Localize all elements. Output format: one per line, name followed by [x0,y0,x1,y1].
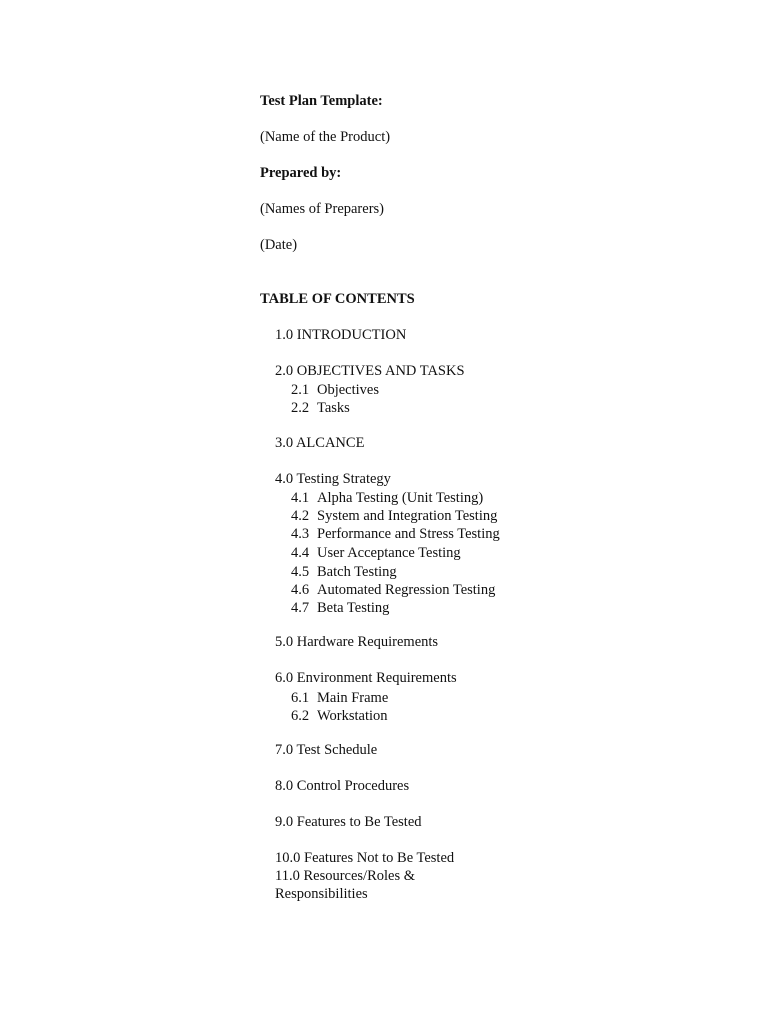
toc-entry-label: Main Frame [317,690,389,706]
toc-entry-number: 4.2 [291,508,310,524]
toc-entry-main-frame [291,689,388,707]
toc-entry-testing-strategy: 4.0 Testing Strategy [275,471,391,487]
toc-entry-number: 4.6 [291,582,310,598]
toc-entry-alcance: 3.0 ALCANCE [275,435,365,451]
toc-entry-number: 6.1 [291,690,310,706]
preparers-names: (Names of Preparers) [260,201,385,217]
toc-entry-environment-requirements: 6.0 Environment Requirements [275,670,457,686]
toc-entry-label: Automated Regression Testing [317,582,496,598]
toc-entry-beta-testing [291,599,389,617]
toc-entry-label: Performance and Stress Testing [317,526,500,542]
toc-entry-control-procedures: 8.0 Control Procedures [275,778,410,794]
toc-entry-alpha-testing [291,489,483,507]
toc-entry-automated-regression-testing [291,581,495,599]
toc-entry-label: Alpha Testing (Unit Testing) [317,490,484,506]
toc-entry-number: 2.1 [291,382,310,398]
product-name: (Name of the Product) [260,129,391,145]
toc-entry-number: 4.4 [291,545,310,561]
toc-entry-label: Batch Testing [317,564,397,580]
toc-entry-objectives-and-tasks: 2.0 OBJECTIVES AND TASKS [275,363,465,379]
toc-entry-system-integration-testing [291,507,497,525]
toc-entry-number: 2.2 [291,400,310,416]
toc-entry-features-not-to-be-tested: 10.0 Features Not to Be Tested [275,850,455,866]
toc-entry-label: Workstation [317,708,388,724]
prepared-by-label: Prepared by: [260,165,342,181]
toc-entry-hardware-requirements: 5.0 Hardware Requirements [275,634,439,650]
toc-entry-number: 4.3 [291,526,310,542]
toc-entry-label: Objectives [317,382,380,398]
toc-entry-batch-testing [291,563,397,581]
toc-entry-tasks [291,399,350,417]
toc-entry-label: User Acceptance Testing [317,545,461,561]
toc-entry-responsibilities: Responsibilities [275,886,368,902]
toc-entry-performance-stress-testing [291,525,500,543]
toc-heading: TABLE OF CONTENTS [260,291,415,307]
document-title: Test Plan Template: [260,93,383,109]
toc-entry-introduction: 1.0 INTRODUCTION [275,327,407,343]
toc-entry-number: 4.5 [291,564,310,580]
toc-entry-objectives [291,381,379,399]
toc-entry-features-to-be-tested: 9.0 Features to Be Tested [275,814,422,830]
toc-entry-user-acceptance-testing [291,544,461,562]
toc-entry-label: System and Integration Testing [317,508,498,524]
toc-entry-number: 4.1 [291,490,310,506]
document-date: (Date) [260,237,298,253]
toc-entry-resources-roles: 11.0 Resources/Roles & [275,868,416,884]
toc-entry-number: 4.7 [291,600,310,616]
toc-entry-test-schedule: 7.0 Test Schedule [275,742,378,758]
toc-entry-label: Beta Testing [317,600,390,616]
toc-entry-number: 6.2 [291,708,310,724]
toc-entry-workstation [291,707,388,725]
toc-entry-label: Tasks [317,400,350,416]
